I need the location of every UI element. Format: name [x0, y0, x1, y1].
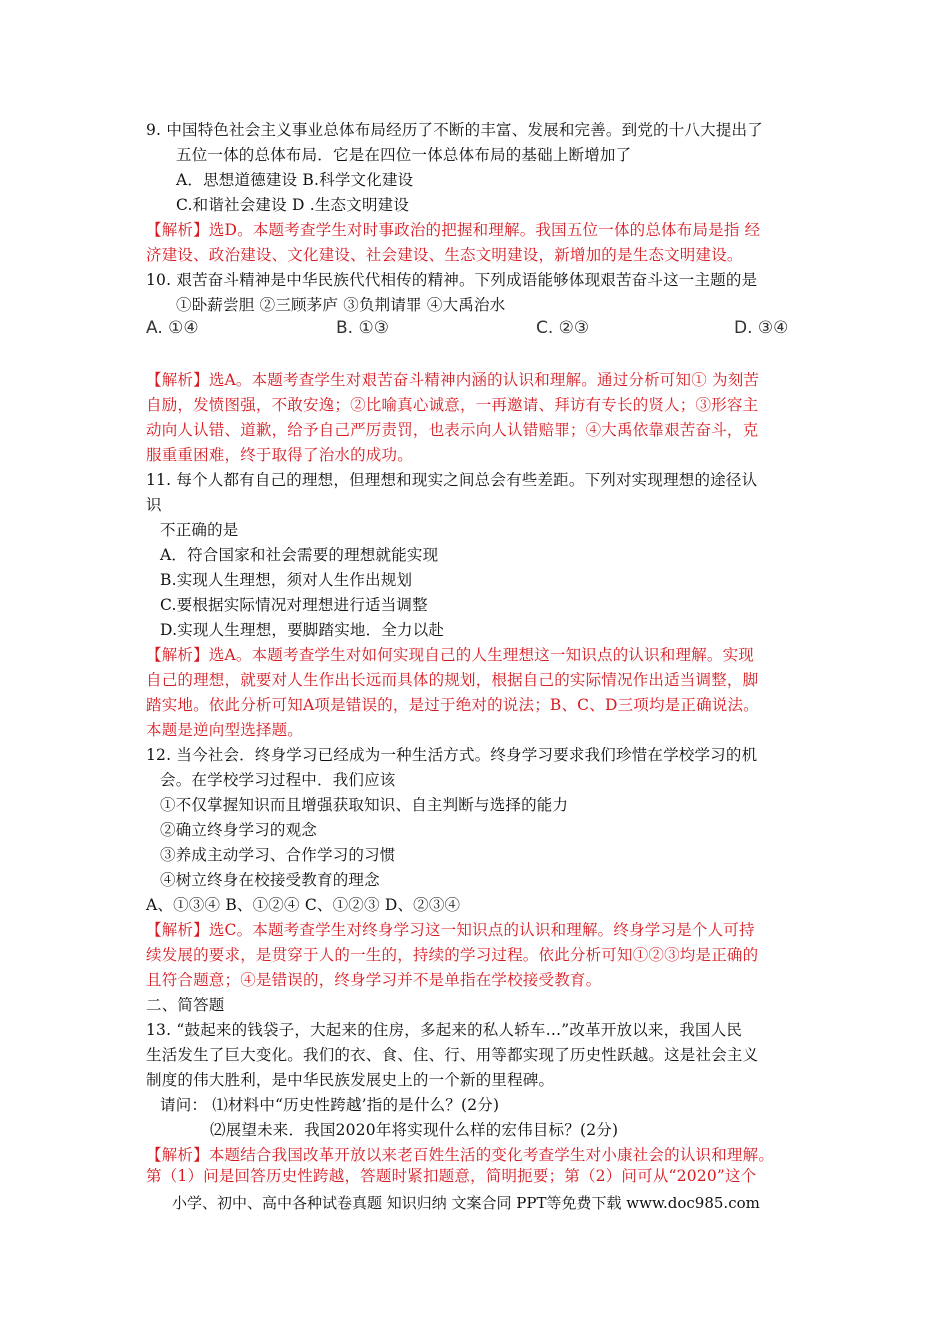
q9-stem-line2: 五位一体的总体布局．它是在四位一体总体布局的基础上断增加了: [176, 146, 632, 164]
q12-options: A、①③④ B、①②④ C、①②③ D、②③④: [146, 896, 461, 914]
q10-option-b: B. ①③: [336, 318, 389, 338]
q11-analysis-line1: 【解析】选A。本题考查学生对如何实现自己的人生理想这一知识点的认识和理解。实现: [146, 646, 755, 664]
q10-analysis-line4: 服重重困难，终于取得了治水的成功。: [146, 446, 413, 464]
q12-item-4: ④树立终身在校接受教育的理念: [160, 871, 380, 889]
q12-stem-line1: 12. 当今社会．终身学习已经成为一种生活方式。终身学习要求我们珍惜在学校学习的机: [146, 746, 758, 764]
q12-analysis-line1: 【解析】选C。本题考查学生对终身学习这一知识点的认识和理解。终身学习是个人可持: [146, 921, 755, 939]
q11-analysis-line2: 自己的理想，就要对人生作出长远而具体的规划，根据自己的实际情况作出适当调整，脚: [146, 671, 759, 689]
q13-analysis-line2: 第（1）问是回答历史性跨越，答题时紧扣题意，简明扼要；第（2）问可从“2020”这个: [146, 1167, 757, 1185]
q9-options-ab: A．思想道德建设 B.科学文化建设: [176, 171, 414, 189]
q11-option-c: C.要根据实际情况对理想进行适当调整: [160, 596, 428, 614]
page-footer: 小学、初中、高中各种试卷真题 知识归纳 文案合同 PPT等免费下载 www.doc985.com: [172, 1194, 760, 1212]
q9-options-cd: C.和谐社会建设 D .生态文明建设: [176, 196, 410, 214]
q10-analysis-line2: 自励，发愤图强，不敢安逸；②比喻真心诚意，一再邀请、拜访有专长的贤人；③形容主: [146, 396, 759, 414]
q12-stem-line2: 会。在学校学习过程中．我们应该: [160, 771, 396, 789]
q9-analysis-line1: 【解析】选D。本题考查学生对时事政治的把握和理解。我国五位一体的总体布局是指 经: [146, 221, 761, 239]
q13-subquestion-1: 请问： ⑴材料中“历史性跨越’指的是什么？(2分): [160, 1096, 500, 1114]
q12-analysis-line3: 且符合题意；④是错误的，终身学习并不是单指在学校接受教育。: [146, 971, 602, 989]
q13-stem-line3: 制度的伟大胜利，是中华民族发展史上的一个新的里程碑。: [146, 1071, 555, 1089]
q10-analysis-line3: 动向人认错、道歉，给予自己严厉责罚，也表示向人认错赔罪；④大禹依靠艰苦奋斗，克: [146, 421, 759, 439]
q12-item-3: ③养成主动学习、合作学习的习惯: [160, 846, 396, 864]
q10-analysis-line1: 【解析】选A。本题考查学生对艰苦奋斗精神内涵的认识和理解。通过分析可知① 为刻苦: [146, 371, 760, 389]
q13-stem-line1: 13. “鼓起来的钱袋子，大起来的住房，多起来的私人轿车…”改革开放以来，我国人民: [146, 1021, 743, 1039]
analysis-tag: 【解析】: [146, 921, 209, 939]
q11-analysis-line4: 本题是逆向型选择题。: [146, 721, 304, 739]
q10-option-a: A. ①④: [146, 318, 199, 338]
q10-option-c: C. ②③: [536, 318, 590, 338]
q10-option-d: D. ③④: [734, 318, 789, 338]
q11-stem-line1: 11. 每个人都有自己的理想，但理想和现实之间总会有些差距。下列对实现理想的途径认: [146, 471, 758, 489]
q11-option-b: B.实现人生理想，须对人生作出规划: [160, 571, 413, 589]
q13-stem-line2: 生活发生了巨大变化。我们的衣、食、住、行、用等都实现了历史性跃越。这是社会主义: [146, 1046, 759, 1064]
q11-stem-line3: 不正确的是: [160, 521, 239, 539]
q10-options-image: [146, 318, 806, 344]
q10-stem: 10. 艰苦奋斗精神是中华民族代代相传的精神。下列成语能够体现艰苦奋斗这一主题的是: [146, 271, 758, 289]
analysis-tag: 【解析】: [146, 371, 209, 389]
q10-idioms: ①卧薪尝胆 ②三顾茅庐 ③负荆请罪 ④大禹治水: [176, 296, 506, 314]
analysis-tag: 【解析】: [146, 1146, 209, 1164]
q9-analysis-line2: 济建设、政治建设、文化建设、社会建设、生态文明建设，新增加的是生态文明建设。: [146, 246, 743, 264]
q13-analysis-line1: 【解析】本题结合我国改革开放以来老百姓生活的变化考查学生对小康社会的认识和理解。: [146, 1146, 775, 1164]
analysis-tag: 【解析】: [146, 646, 209, 664]
q12-item-2: ②确立终身学习的观念: [160, 821, 318, 839]
q12-item-1: ①不仅掌握知识而且增强获取知识、自主判断与选择的能力: [160, 796, 569, 814]
q9-stem-line1: 9. 中国特色社会主义事业总体布局经历了不断的丰富、发展和完善。到党的十八大提出了: [146, 121, 763, 139]
q13-subquestion-2: ⑵展望未来．我国2020年将实现什么样的宏伟目标？(2分): [210, 1121, 619, 1139]
q11-stem-line2: 识: [146, 496, 162, 514]
section-heading: 二、简答题: [146, 996, 225, 1014]
q12-analysis-line2: 续发展的要求，是贯穿于人的一生的，持续的学习过程。依此分析可知①②③均是正确的: [146, 946, 759, 964]
q11-analysis-line3: 踏实地。依此分析可知A项是错误的，是过于绝对的说法；B、C、D三项均是正确说法。: [146, 696, 759, 714]
analysis-tag: 【解析】: [146, 221, 209, 239]
q11-option-a: A．符合国家和社会需要的理想就能实现: [160, 546, 439, 564]
q11-option-d: D.实现人生理想，要脚踏实地．全力以赴: [160, 621, 445, 639]
